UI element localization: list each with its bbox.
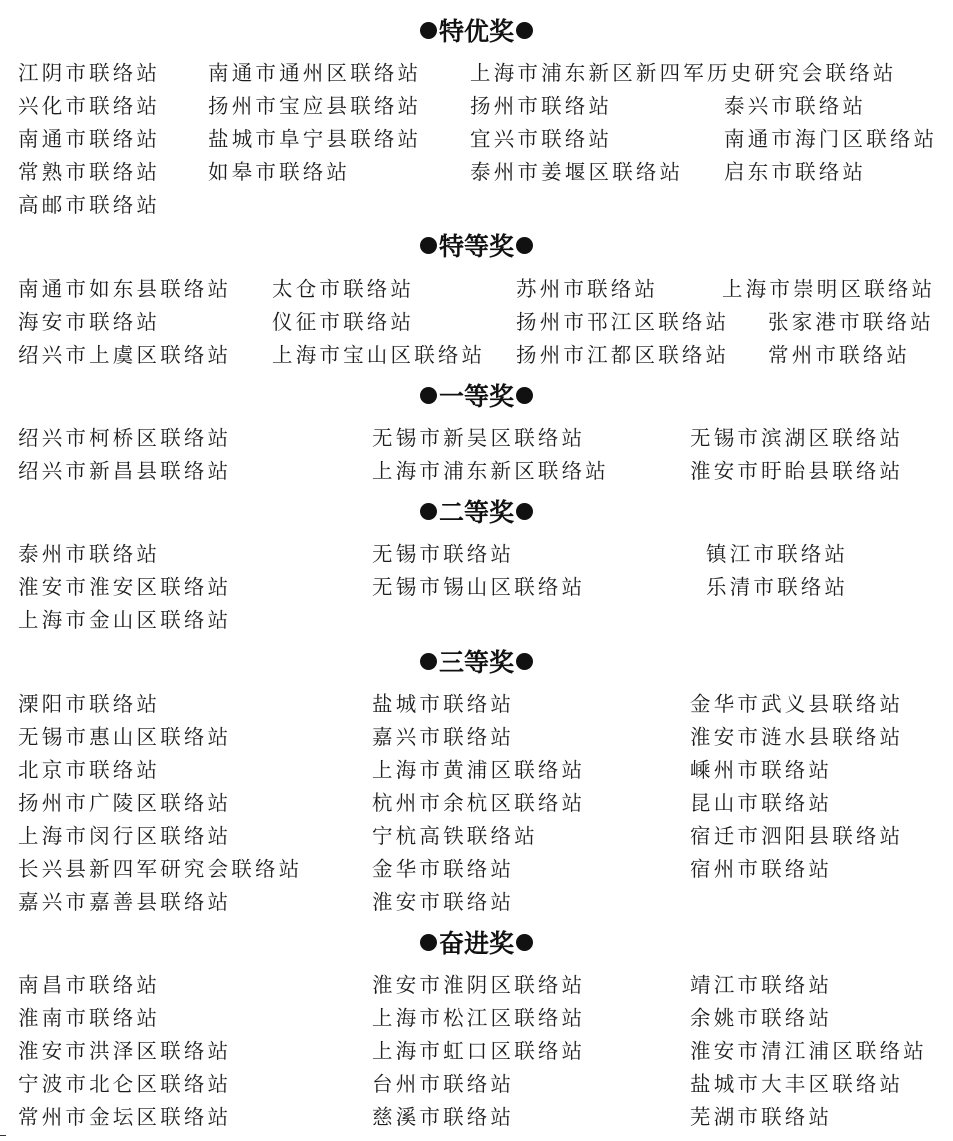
station-name: 泰兴市联络站 <box>724 94 867 118</box>
award-row <box>0 91 953 121</box>
section-title-text: 特优奖 <box>438 17 514 46</box>
station-name: 无锡市联络站 <box>372 542 515 566</box>
station-name: 淮南市联络站 <box>18 1006 161 1030</box>
station-name: 宿州市联络站 <box>690 857 833 881</box>
bullet-dot-icon <box>516 22 533 39</box>
station-name: 如皋市联络站 <box>208 160 351 184</box>
award-row <box>0 58 953 88</box>
station-name: 淮安市淮安区联络站 <box>18 575 232 599</box>
station-name: 扬州市江都区联络站 <box>516 343 730 367</box>
station-name: 太仓市联络站 <box>272 277 415 301</box>
section-title-progress-prize <box>0 929 953 959</box>
station-name: 江阴市联络站 <box>18 61 161 85</box>
station-name: 溧阳市联络站 <box>18 692 161 716</box>
station-name: 镇江市联络站 <box>706 542 849 566</box>
station-name: 无锡市惠山区联络站 <box>18 725 232 749</box>
station-name: 常州市联络站 <box>768 343 911 367</box>
section-title-text: 奋进奖 <box>438 929 514 958</box>
bullet-dot-icon <box>420 653 437 670</box>
award-row <box>0 821 953 851</box>
award-row <box>0 572 953 602</box>
station-name: 绍兴市新昌县联络站 <box>18 459 232 483</box>
award-row <box>0 124 953 154</box>
section-title-third-prize <box>0 648 953 678</box>
section-title-text: 三等奖 <box>438 648 514 677</box>
station-name: 上海市浦东新区联络站 <box>372 459 609 483</box>
station-name: 无锡市滨湖区联络站 <box>690 426 904 450</box>
station-name: 乐清市联络站 <box>706 575 849 599</box>
station-name: 慈溪市联络站 <box>372 1105 515 1129</box>
station-name: 常熟市联络站 <box>18 160 161 184</box>
station-name: 淮安市涟水县联络站 <box>690 725 904 749</box>
station-name: 南通市海门区联络站 <box>724 127 938 151</box>
station-name: 上海市闵行区联络站 <box>18 824 232 848</box>
station-name: 昆山市联络站 <box>690 791 833 815</box>
award-row <box>0 1003 953 1033</box>
station-name: 盐城市阜宁县联络站 <box>208 127 422 151</box>
award-row <box>0 605 953 635</box>
bullet-dot-icon <box>420 503 437 520</box>
award-row <box>0 1036 953 1066</box>
station-name: 南通市联络站 <box>18 127 161 151</box>
station-name: 绍兴市柯桥区联络站 <box>18 426 232 450</box>
section-title-second-prize <box>0 498 953 528</box>
station-name: 宿迁市泗阳县联络站 <box>690 824 904 848</box>
station-name: 宁波市北仑区联络站 <box>18 1072 232 1096</box>
award-row <box>0 1102 953 1132</box>
section-title-grand-prize <box>0 232 953 262</box>
station-name: 盐城市联络站 <box>372 692 515 716</box>
station-name: 常州市金坛区联络站 <box>18 1105 232 1129</box>
station-name: 淮安市联络站 <box>372 890 515 914</box>
award-row <box>0 970 953 1000</box>
station-name: 淮安市洪泽区联络站 <box>18 1039 232 1063</box>
section-title-text: 二等奖 <box>438 498 514 527</box>
station-name: 泰州市联络站 <box>18 542 161 566</box>
station-name: 淮安市清江浦区联络站 <box>690 1039 927 1063</box>
station-name: 扬州市邗江区联络站 <box>516 310 730 334</box>
station-name: 扬州市宝应县联络站 <box>208 94 422 118</box>
award-row <box>0 274 953 304</box>
station-name: 仪征市联络站 <box>272 310 415 334</box>
award-row <box>0 340 953 370</box>
section-title-special-excellence <box>0 17 953 47</box>
bullet-dot-icon <box>420 22 437 39</box>
station-name: 南通市通州区联络站 <box>208 61 422 85</box>
station-name: 启东市联络站 <box>724 160 867 184</box>
station-name: 淮安市淮阴区联络站 <box>372 973 586 997</box>
station-name: 嘉兴市联络站 <box>372 725 515 749</box>
station-name: 长兴县新四军研究会联络站 <box>18 857 303 881</box>
station-name: 北京市联络站 <box>18 758 161 782</box>
station-name: 杭州市余杭区联络站 <box>372 791 586 815</box>
station-name: 上海市崇明区联络站 <box>722 277 936 301</box>
station-name: 台州市联络站 <box>372 1072 515 1096</box>
station-name: 余姚市联络站 <box>690 1006 833 1030</box>
station-name: 南昌市联络站 <box>18 973 161 997</box>
station-name: 上海市虹口区联络站 <box>372 1039 586 1063</box>
award-row <box>0 539 953 569</box>
station-name: 宜兴市联络站 <box>470 127 613 151</box>
station-name: 海安市联络站 <box>18 310 161 334</box>
station-name: 金华市武义县联络站 <box>690 692 904 716</box>
station-name: 张家港市联络站 <box>768 310 934 334</box>
station-name: 嘉兴市嘉善县联络站 <box>18 890 232 914</box>
station-name: 芜湖市联络站 <box>690 1105 833 1129</box>
station-name: 南通市如东县联络站 <box>18 277 232 301</box>
station-name: 嵊州市联络站 <box>690 758 833 782</box>
award-row <box>0 456 953 486</box>
award-row <box>0 190 953 220</box>
section-title-text: 一等奖 <box>438 382 514 411</box>
station-name: 上海市松江区联络站 <box>372 1006 586 1030</box>
award-row <box>0 755 953 785</box>
award-row <box>0 307 953 337</box>
station-name: 上海市宝山区联络站 <box>272 343 486 367</box>
station-name: 绍兴市上虞区联络站 <box>18 343 232 367</box>
award-row <box>0 887 953 917</box>
award-row <box>0 854 953 884</box>
bullet-dot-icon <box>516 387 533 404</box>
station-name: 上海市浦东新区新四军历史研究会联络站 <box>470 61 897 85</box>
bullet-dot-icon <box>420 934 437 951</box>
station-name: 泰州市姜堰区联络站 <box>470 160 684 184</box>
award-row <box>0 1069 953 1099</box>
station-name: 无锡市锡山区联络站 <box>372 575 586 599</box>
station-name: 上海市黄浦区联络站 <box>372 758 586 782</box>
bullet-dot-icon <box>420 387 437 404</box>
award-row <box>0 423 953 453</box>
station-name: 宁杭高铁联络站 <box>372 824 538 848</box>
station-name: 盐城市大丰区联络站 <box>690 1072 904 1096</box>
station-name: 苏州市联络站 <box>516 277 659 301</box>
station-name: 扬州市联络站 <box>470 94 613 118</box>
award-row <box>0 157 953 187</box>
bullet-dot-icon <box>516 237 533 254</box>
award-row <box>0 788 953 818</box>
station-name: 兴化市联络站 <box>18 94 161 118</box>
bullet-dot-icon <box>516 934 533 951</box>
bullet-dot-icon <box>420 237 437 254</box>
section-title-text: 特等奖 <box>438 232 514 261</box>
station-name: 无锡市新吴区联络站 <box>372 426 586 450</box>
edge-mark <box>0 1135 6 1136</box>
station-name: 高邮市联络站 <box>18 193 161 217</box>
bullet-dot-icon <box>516 653 533 670</box>
station-name: 上海市金山区联络站 <box>18 608 232 632</box>
award-row <box>0 689 953 719</box>
station-name: 金华市联络站 <box>372 857 515 881</box>
station-name: 靖江市联络站 <box>690 973 833 997</box>
station-name: 淮安市盱眙县联络站 <box>690 459 904 483</box>
station-name: 扬州市广陵区联络站 <box>18 791 232 815</box>
award-row <box>0 722 953 752</box>
section-title-first-prize <box>0 382 953 412</box>
bullet-dot-icon <box>516 503 533 520</box>
